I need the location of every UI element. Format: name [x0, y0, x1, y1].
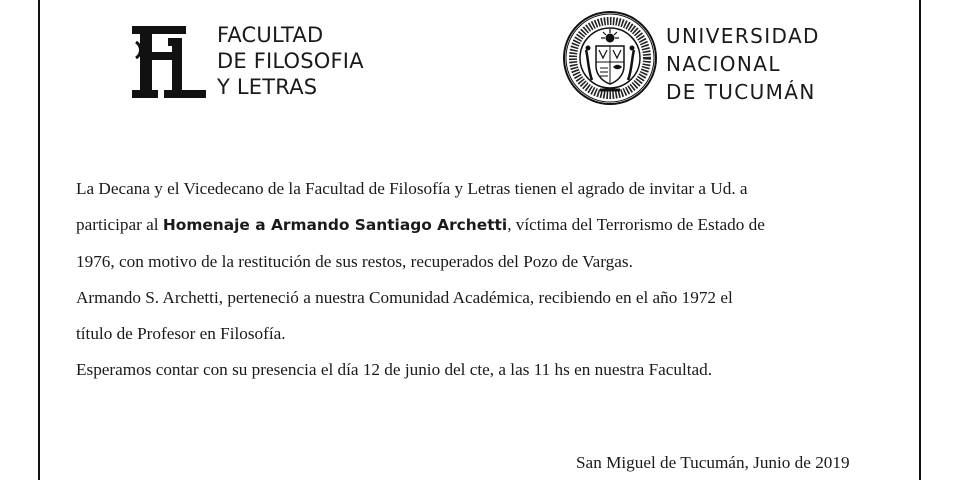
left-frame-line [38, 0, 40, 480]
faculty-name [217, 22, 364, 100]
faculty-logo [128, 20, 210, 102]
invitation-line-5: título de Profesor en Filosofía. [76, 324, 286, 344]
right-frame-line [919, 0, 921, 480]
university-name [666, 22, 820, 106]
faculty-name-line-3: Y LETRAS [217, 75, 318, 99]
faculty-name-line-1: FACULTAD [217, 23, 324, 47]
invitation-line-4: Armando S. Archetti, perteneció a nuestra Comunidad Académica, recibiendo en el año 1972 el [76, 287, 733, 307]
invitation-line-2-start: participar al [76, 215, 163, 235]
homage-title: Homenaje a Armando Santiago Archetti [162, 216, 508, 235]
invitation-line-2 [76, 207, 876, 243]
invitation-line-2-end: , víctima del Terrorismo de Estado de [507, 215, 765, 235]
university-name-line-3: DE TUCUMÁN [666, 80, 816, 104]
invitation-line-1: La Decana y el Vicedecano de la Facultad de Filosofía y Letras tienen el agrado de invitar a Ud. a [76, 179, 748, 198]
university-seal [562, 10, 658, 106]
university-name-line-2: NACIONAL [666, 52, 781, 76]
place-and-date: San Miguel de Tucumán, Junio de 2019 [576, 453, 850, 472]
invitation-line-6: Esperamos contar con su presencia el día 12 de junio del cte, a las 11 hs en nuestra Facultad. [76, 360, 713, 380]
invitation-body [76, 171, 876, 389]
faculty-name-line-2: DE FILOSOFIA [217, 49, 364, 73]
invitation-line-3: 1976, con motivo de la restitución de sus restos, recuperados del Pozo de Vargas. [76, 251, 633, 271]
university-name-line-1: UNIVERSIDAD [666, 24, 820, 48]
